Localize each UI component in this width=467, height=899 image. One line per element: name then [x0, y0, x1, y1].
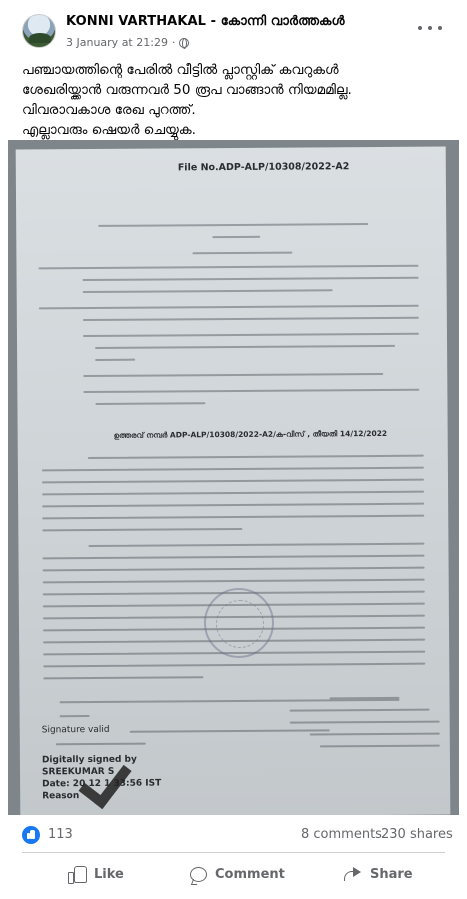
comment-button[interactable] [190, 860, 285, 888]
post-header [0, 0, 467, 58]
post-caption [22, 60, 452, 140]
divider [22, 852, 445, 853]
comment-bubble-icon [190, 867, 207, 882]
action-bar [0, 856, 467, 892]
share-arrow-icon [344, 867, 362, 881]
caption-line: ശേഖരിയ്ക്കാൻ വരുന്നവർ 50 രൂപ വാങ്ങാൻ നിയമമില്ല. [22, 82, 352, 98]
document-order-number: ഉത്തരവ് നമ്പർ ADP-ALP/10308/2022-A2/ക-വിസ് , തീയതി 14/12/2022 [113, 428, 388, 440]
signature-date: Date: 20 12 1 33:56 IST [42, 778, 162, 790]
share-button[interactable] [344, 860, 413, 888]
digitally-signed-label: Digitally signed by [41, 754, 137, 766]
post-meta [66, 36, 189, 49]
meta-separator: · [171, 36, 176, 49]
post-photo[interactable] [8, 140, 459, 815]
signature-valid-label: Signature valid [41, 724, 110, 736]
signer-name: SREEKUMAR S [41, 766, 115, 778]
post-timestamp[interactable]: 3 January at 21:29 [66, 36, 168, 49]
comments-count[interactable]: 8 comments [301, 827, 382, 842]
page-avatar[interactable] [22, 14, 56, 48]
comment-label: Comment [215, 866, 285, 882]
like-label: Like [94, 866, 124, 882]
signature-reason: Reason [42, 791, 80, 802]
globe-icon [179, 38, 189, 48]
like-reaction-icon[interactable] [22, 826, 40, 844]
document-file-number: File No.ADP-ALP/10308/2022-A2 [177, 161, 350, 174]
like-button[interactable] [68, 860, 124, 888]
caption-line: വിവരാവകാശ രേഖ പുറത്ത്. [22, 102, 196, 118]
reaction-count[interactable]: 113 [48, 827, 73, 842]
official-seal-icon [204, 588, 274, 658]
shares-count[interactable]: 230 shares [381, 827, 453, 842]
page-name[interactable]: KONNI VARTHAKAL - കോന്നി വാർത്തകൾ [66, 14, 345, 29]
more-options-icon[interactable] [418, 18, 442, 38]
share-label: Share [370, 866, 413, 882]
thumbs-up-icon [68, 866, 86, 882]
caption-line: എല്ലാവരും ഷെയർ ചെയ്യുക. [22, 122, 196, 138]
document-paper [16, 147, 451, 815]
reactions-bar [0, 820, 467, 850]
caption-line: പഞ്ചായത്തിന്റെ പേരിൽ വീട്ടിൽ പ്ലാസ്റ്റിക് കവറുകൾ [22, 62, 339, 78]
